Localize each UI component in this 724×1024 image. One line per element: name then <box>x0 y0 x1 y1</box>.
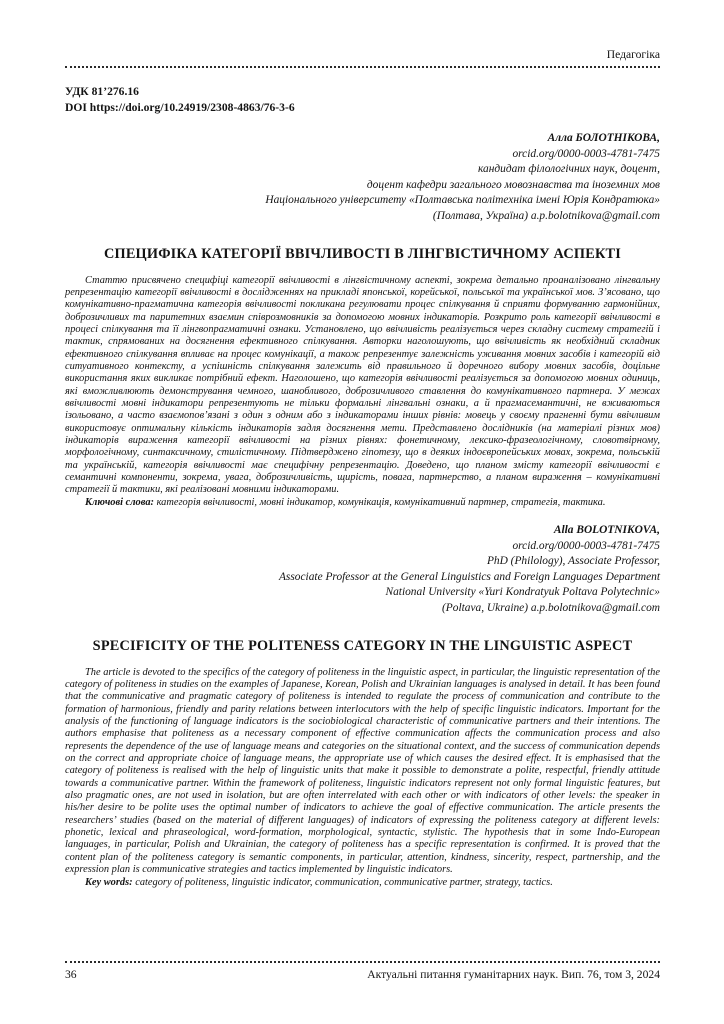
article-title-uk: СПЕЦИФІКА КАТЕГОРІЇ ВВІЧЛИВОСТІ В ЛІНГВІСТИЧНОМУ АСПЕКТІ <box>103 245 622 262</box>
keywords-uk <box>65 497 660 509</box>
journal-title: Актуальні питання гуманітарних наук. Вип. 76, том 3, 2024 <box>367 968 660 981</box>
author-orcid-en: orcid.org/0000-0003-4781-7475 <box>512 539 660 552</box>
article-title-en: SPECIFICITY OF THE POLITENESS CATEGORY IN THE LINGUISTIC ASPECT <box>92 637 633 654</box>
section-label: Педагогіка <box>606 48 660 61</box>
article-meta <box>65 84 660 115</box>
keywords-en <box>65 877 660 889</box>
author-name-en: Alla BOLOTNIKOVA, <box>553 524 660 537</box>
udk-code: УДК 81’276.16 <box>65 85 139 98</box>
author-contact-en: (Poltava, Ukraine) a.p.bolotnikova@gmail.com <box>442 602 660 615</box>
author-position-en: Associate Professor at the General Linguistics and Foreign Languages Department <box>278 570 660 583</box>
header-dotted-rule <box>65 66 660 68</box>
doi-link: DOI https://doi.org/10.24919/2308-4863/76-3-6 <box>65 100 295 114</box>
author-orcid-uk: orcid.org/0000-0003-4781-7475 <box>512 147 660 160</box>
author-block-uk <box>65 131 660 225</box>
author-position-uk: доцент кафедри загального мовознавства та іноземних мов <box>366 178 660 191</box>
keywords-text-en: category of politeness, linguistic indicator, communication, communicative partner, strategy, tactics. <box>132 876 553 888</box>
author-affiliation-uk: Національного університету «Полтавська політехніка імені Юрія Кондратюка» <box>265 194 660 207</box>
keywords-label-uk: Ключові слова: <box>85 496 154 508</box>
footer-row <box>65 963 660 982</box>
keywords-label-en: Key words: <box>85 876 133 888</box>
author-degree-en: PhD (Philology), Associate Professor, <box>486 555 660 568</box>
author-contact-uk: (Полтава, Україна) a.p.bolotnikova@gmail.com <box>432 209 660 222</box>
keywords-text-uk: категорія ввічливості, мовні індикатор, комунікація, комунікативний партнер, стратегія, тактика. <box>153 496 606 508</box>
author-name-uk: Алла БОЛОТНІКОВА, <box>547 132 660 144</box>
author-affiliation-en: National University «Yuri Kondratyuk Poltava Polytechnic» <box>385 586 660 599</box>
author-block-en <box>65 523 660 617</box>
abstract-uk: Статтю присвячено специфіці категорії ввічливості в лінгвістичному аспекті, зокрема детально проаналізовано лінгвальну репрезентацію категорії ввічливості в дослідженнях на прикладі японської, корейської, польської та української мов. З’ясовано, що комунікативно-прагматична категорія ввічливості покликана регулювати процес спілкування й сприяти формуванню гармонійних, доброзичливих та паритетних взаємин співрозмовників за допомогою мовних індикаторів. Розкрито роль категорії ввічливості в процесі спілкування та її лінгвопрагматичні ознаки. Установлено, що ввічливість реалізується через складну систему стратегій і тактик, спрямованих на досягнення ефективного спілкування. Авторки наголошують, що ввічливість як необхідний складник ефективного спілкування впливає на процес комунікації, а також репрезентує залежність уживання мовних засобів і категорій від ситуативного контексту, а успішність спілкування залежить від правильного й доречного вибору мовних засобів, доцільне використання яких викликає потрібний ефект. Наголошено, що категорія ввічливості реалізується за допомогою мовних одиниць, які вможливлюють демонстрування чемного, шанобливого, доброзичливого ставлення до комунікативного партнера. У межах ввічливості мовні індикатори репрезентують не тільки формальні лінгвальні ознаки, а й прагмасемантичні, не вживаються ізольовано, а часто взаємопов’язані з один з одним або з індикаторами інших рівнів: мовець у своєму прагненні бути ввічливим використовує оптимальну кількість індикаторів задля досягнення мети. Представлено дослідників (на матеріалі різних мов) індикаторів вираження категорії ввічливості на різних рівнях: фонетичному, лексико-фразеологічному, словотвірному, морфологічному, синтаксичному, стилістичному. Підтверджено гіпотезу, що в деяких індоєвропейських мовах, зокрема, польській та українській, категорія ввічливості має специфічну репрезентацію. Доведено, що планом змісту категорії ввічливості є семантичні компоненти, зокрема, увага, доброзичливість, щирість, повага, партнерство, а планом вираження – комунікативні стратегії й тактики, які реалізовані мовними індикаторами. <box>65 274 660 496</box>
page-footer <box>65 957 660 982</box>
running-head <box>65 48 660 62</box>
page-number: 36 <box>65 968 77 981</box>
abstract-en: The article is devoted to the specifics of the category of politeness in the linguistic aspect, in particular, the linguistic representation of the category of politeness in studies on the examples of Japanese, Korean, Polish and Ukrainian languages is analysed in detail. It has been found that the communicative and pragmatic category of politeness is intended to regulate the process of communication and contribute to the formation of harmonious, friendly and parity relations between interlocutors with the help of specific linguistic indicators. Important for the analysis of the functioning of language indicators is the sociobiological characteristic of communicative partners and their intentions. The authors emphasise that politeness as a necessary component of effective communication affects the communication process and also represents the dependence of the use of language means and categories on the situational context, and the success of communication depends on the correct and appropriate choice of language means, the appropriate use of which causes the desired effect. It is emphasised that the category of politeness is realised with the help of linguistic units that make it possible to demonstrate a polite, respectful, friendly attitude towards a communicative partner. Within the framework of politeness, linguistic indicators represent not only formal linguistic features, but also pragmatic ones, are not used in isolation, but are often interrelated with each other or with indicators of other levels: the speaker in his/her desire to be polite uses the optimal number of indicators to achieve the goal of effective communication. The article presents the researchers’ studies (based on the material of different languages) of indicators of expressing the politeness category at different levels: phonetic, lexical and phraseological, word-formation, morphological, syntactic, stylistic. The hypothesis that in some Indo-European languages, in particular, Polish and Ukrainian, the category of politeness has a specific representation is confirmed. It is proved that the content plan of the politeness category is semantic components, in particular, attention, kindness, sincerity, respect, partnership, and the expression plan is communicative strategies and tactics implemented by linguistic indicators. <box>65 666 660 876</box>
author-degree-uk: кандидат філологічних наук, доцент, <box>477 163 660 176</box>
